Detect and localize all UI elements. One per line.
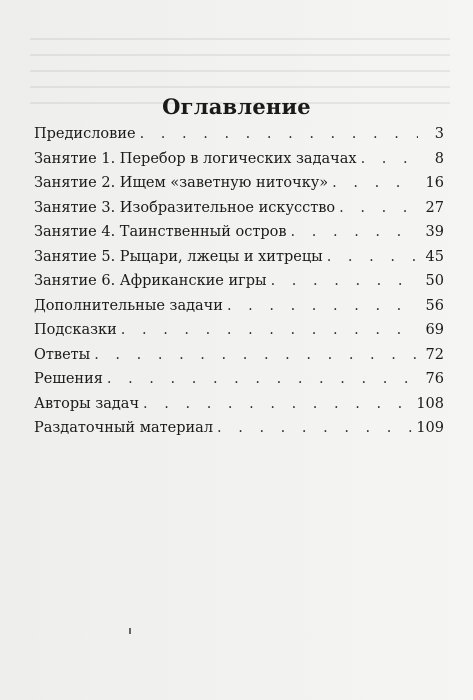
toc-page-number: 56 (425, 297, 444, 314)
toc-page-number: 16 (425, 175, 444, 191)
toc-row (34, 318, 444, 343)
toc-entry-label: Решения (34, 371, 103, 387)
toc-leader-dots (227, 294, 418, 319)
table-of-contents (34, 122, 444, 441)
toc-page-number: 72 (425, 346, 444, 363)
toc-entry-label: Подсказки (34, 322, 117, 338)
toc-entry-label: Занятие 6. Африканские игры (34, 273, 267, 289)
toc-leader-dots (361, 147, 418, 172)
toc-page-number: 50 (425, 273, 444, 289)
toc-entry-label: Дополнительные задачи (34, 297, 223, 314)
toc-page-number: 69 (425, 322, 444, 338)
toc-entry-label: Ответы (34, 346, 91, 363)
toc-row (34, 416, 444, 441)
toc-leader-dots (107, 367, 418, 392)
toc-page-number: 27 (425, 199, 444, 216)
toc-entry-label: Занятие 3. Изобразительное искусство (34, 199, 336, 216)
toc-row (34, 122, 444, 147)
toc-leader-dots (143, 392, 412, 417)
toc-row (34, 392, 444, 417)
toc-row (34, 343, 444, 368)
toc-row (34, 220, 444, 245)
toc-page-number: 109 (416, 420, 444, 436)
toc-row (34, 367, 444, 392)
toc-leader-dots (291, 220, 418, 245)
toc-leader-dots (217, 416, 412, 441)
toc-page-number: 108 (416, 395, 444, 412)
toc-row (34, 269, 444, 294)
toc-page-number: 8 (434, 150, 444, 167)
page-title: Оглавление (162, 94, 311, 119)
toc-row (34, 245, 444, 270)
toc-entry-label: Занятие 5. Рыцари, лжецы и хитрецы (34, 248, 323, 265)
toc-leader-dots (140, 122, 418, 147)
toc-row (34, 171, 444, 196)
toc-page-number: 45 (425, 248, 444, 265)
toc-leader-dots (332, 171, 418, 196)
toc-leader-dots (327, 245, 418, 270)
toc-row (34, 294, 444, 319)
toc-entry-label: Авторы задач (34, 395, 140, 412)
toc-entry-label: Занятие 2. Ищем «заветную ниточку» (34, 175, 329, 191)
toc-entry-label: Предисловие (34, 126, 136, 142)
toc-page-number: 39 (425, 224, 444, 240)
toc-leader-dots (121, 318, 418, 343)
toc-leader-dots (94, 343, 418, 368)
toc-page-number: 76 (425, 371, 444, 387)
toc-entry-label: Раздаточный материал (34, 420, 214, 436)
toc-entry-label: Занятие 4. Таинственный остров (34, 224, 287, 240)
toc-entry-label: Занятие 1. Перебор в логических задачах (34, 150, 357, 167)
toc-row (34, 196, 444, 221)
toc-row (34, 147, 444, 172)
toc-leader-dots (271, 269, 418, 294)
toc-leader-dots (339, 196, 418, 221)
toc-page-number: 3 (434, 126, 444, 142)
print-mark (129, 628, 131, 634)
